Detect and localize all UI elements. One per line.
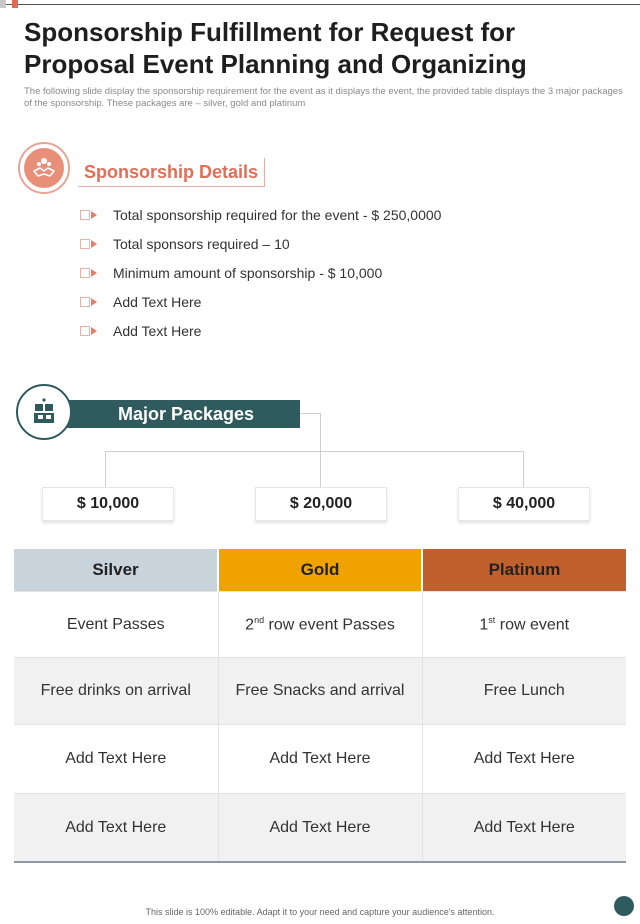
sponsorship-list	[80, 200, 441, 345]
top-rule	[0, 4, 640, 5]
connector-line	[523, 451, 524, 487]
list-item: Minimum amount of sponsorship - $ 10,000	[80, 258, 441, 287]
table-cell: Add Text Here	[422, 725, 626, 794]
boxes-icon	[16, 384, 72, 440]
connector-line	[300, 413, 320, 414]
table-row	[14, 725, 626, 794]
list-item: Add Text Here	[80, 316, 441, 345]
connector-line	[105, 451, 524, 452]
table-cell: Add Text Here	[422, 794, 626, 863]
price-gold: $ 20,000	[255, 487, 387, 521]
table-cell: Add Text Here	[218, 794, 422, 863]
table-cell: Add Text Here	[14, 794, 218, 863]
table-row	[14, 658, 626, 725]
table-cell: Event Passes	[14, 592, 218, 658]
price-silver: $ 10,000	[42, 487, 174, 521]
table-row	[14, 794, 626, 863]
bullet-arrow-icon	[80, 209, 100, 221]
table-cell: Add Text Here	[218, 725, 422, 794]
table-cell: 2nd row event Passes	[218, 592, 422, 658]
page-subtitle: The following slide display the sponsorship requirement for the event as it displays the event, the provided table displays the 3 major packages of the sponsorship. These packages are – silver, gold and platinum	[24, 86, 623, 109]
table-cell: Add Text Here	[14, 725, 218, 794]
price-platinum: $ 40,000	[458, 487, 590, 521]
column-header-silver: Silver	[14, 549, 218, 592]
packages-table	[14, 549, 626, 863]
list-item: Total sponsors required – 10	[80, 229, 441, 258]
connector-line	[320, 413, 321, 487]
table-cell: Free Snacks and arrival	[218, 658, 422, 725]
list-item: Total sponsorship required for the event - $ 250,0000	[80, 200, 441, 229]
corner-mark-grey	[0, 0, 6, 8]
corner-mark-orange	[12, 0, 18, 8]
table-cell: 1st row event	[422, 592, 626, 658]
list-item: Add Text Here	[80, 287, 441, 316]
footer-dot	[614, 896, 634, 916]
connector-line	[105, 451, 106, 487]
sponsorship-heading: Sponsorship Details	[78, 158, 265, 187]
bullet-arrow-icon	[80, 325, 100, 337]
column-header-gold: Gold	[218, 549, 422, 592]
bullet-arrow-icon	[80, 238, 100, 250]
bullet-arrow-icon	[80, 267, 100, 279]
table-cell: Free drinks on arrival	[14, 658, 218, 725]
page-title: Sponsorship Fulfillment for Request for Proposal Event Planning and Organizing	[24, 17, 527, 79]
table-header-row	[14, 549, 626, 592]
handshake-coins-icon	[18, 142, 70, 194]
table-row	[14, 592, 626, 658]
column-header-platinum: Platinum	[422, 549, 626, 592]
bullet-arrow-icon	[80, 296, 100, 308]
table-cell: Free Lunch	[422, 658, 626, 725]
packages-heading: Major Packages	[54, 400, 300, 428]
footer-note: This slide is 100% editable. Adapt it to your need and capture your audience's attention.	[145, 907, 495, 917]
